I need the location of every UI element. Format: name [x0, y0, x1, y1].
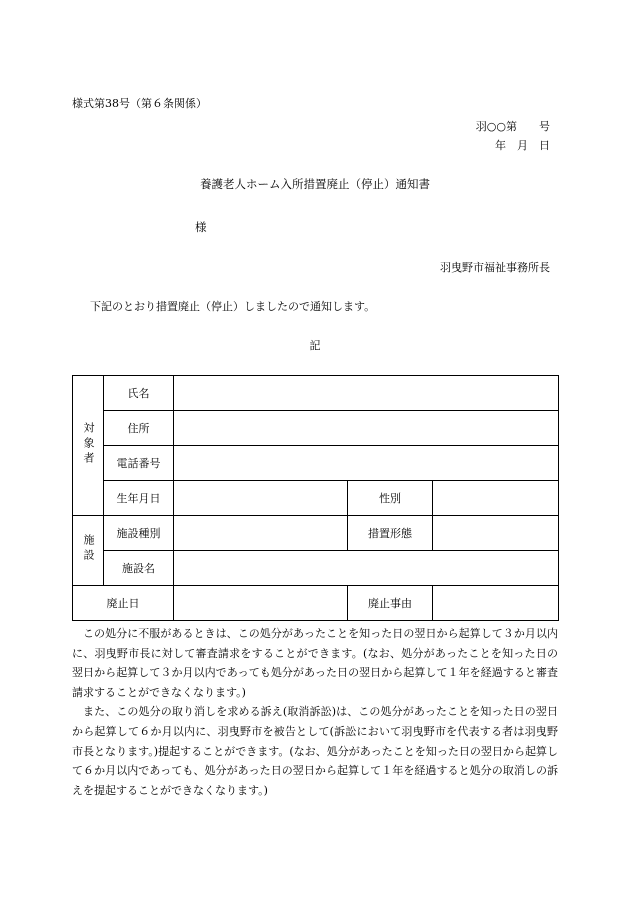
group-label-facility-text: 施設 [82, 534, 95, 564]
facility-type-label: 施設種別 [104, 516, 174, 551]
gender-label: 性別 [348, 481, 433, 516]
facility-name-label: 施設名 [104, 551, 174, 586]
facility-type-field[interactable] [174, 516, 348, 551]
name-field[interactable] [174, 376, 559, 411]
address-label: 住所 [104, 411, 174, 446]
facility-name-field[interactable] [174, 551, 559, 586]
end-date-label: 廃止日 [73, 586, 174, 621]
table-row [73, 481, 559, 516]
document-number: 羽○○第 号 [475, 120, 550, 133]
form-number: 様式第38号（第６条関係） [72, 97, 207, 110]
appeal-note-review: この処分に不服があるときは、この処分があったことを知った日の翌日から起算して３か月以内に、羽曳野市長に対して審査請求をすることができます。(なお、処分があったことを知った日の翌日から起算して３か月以内であっても処分があった日の翌日から起算して１年を経過すると審査請求することができなくなります。) [72, 627, 558, 699]
end-reason-label: 廃止事由 [348, 586, 433, 621]
address-field[interactable] [174, 411, 559, 446]
notice-form-table [72, 375, 559, 621]
placement-form-field[interactable] [433, 516, 559, 551]
birthdate-label: 生年月日 [104, 481, 174, 516]
table-row [73, 376, 559, 411]
document-title: 養護老人ホーム入所措置廃止（停止）通知書 [200, 177, 430, 191]
issuer: 羽曳野市福祉事務所長 [440, 261, 550, 274]
end-reason-field[interactable] [433, 586, 559, 621]
phone-field[interactable] [174, 446, 559, 481]
group-label-subject [73, 376, 104, 516]
gender-field[interactable] [433, 481, 559, 516]
group-label-facility [73, 516, 104, 586]
table-row [73, 516, 559, 551]
table-row [73, 446, 559, 481]
intro-text: 下記のとおり措置廃止（停止）しましたので通知します。 [90, 300, 376, 313]
placement-form-label: 措置形態 [348, 516, 433, 551]
group-label-subject-text: 対象者 [82, 421, 95, 467]
name-label: 氏名 [104, 376, 174, 411]
ki-heading: 記 [309, 339, 321, 352]
phone-label: 電話番号 [104, 446, 174, 481]
birthdate-field[interactable] [174, 481, 348, 516]
appeal-notes [72, 624, 558, 800]
table-row [73, 411, 559, 446]
document-date: 年 月 日 [495, 139, 550, 152]
table-row [73, 551, 559, 586]
addressee-honorific: 様 [195, 220, 207, 234]
appeal-note-lawsuit: また、この処分の取り消しを求める訴え(取消訴訟)は、この処分があったことを知った日の翌日から起算して６か月以内に、羽曳野市を被告として(訴訟において羽曳野市を代表する者は羽曳野市長となります。)提起することができます。(なお、処分があったことを知った日の翌日から起算して６か月以内であっても、処分があった日の翌日から起算して１年を経過すると処分の取消しの訴えを提起することができなくなります。) [72, 705, 558, 797]
table-row [73, 586, 559, 621]
end-date-field[interactable] [174, 586, 348, 621]
